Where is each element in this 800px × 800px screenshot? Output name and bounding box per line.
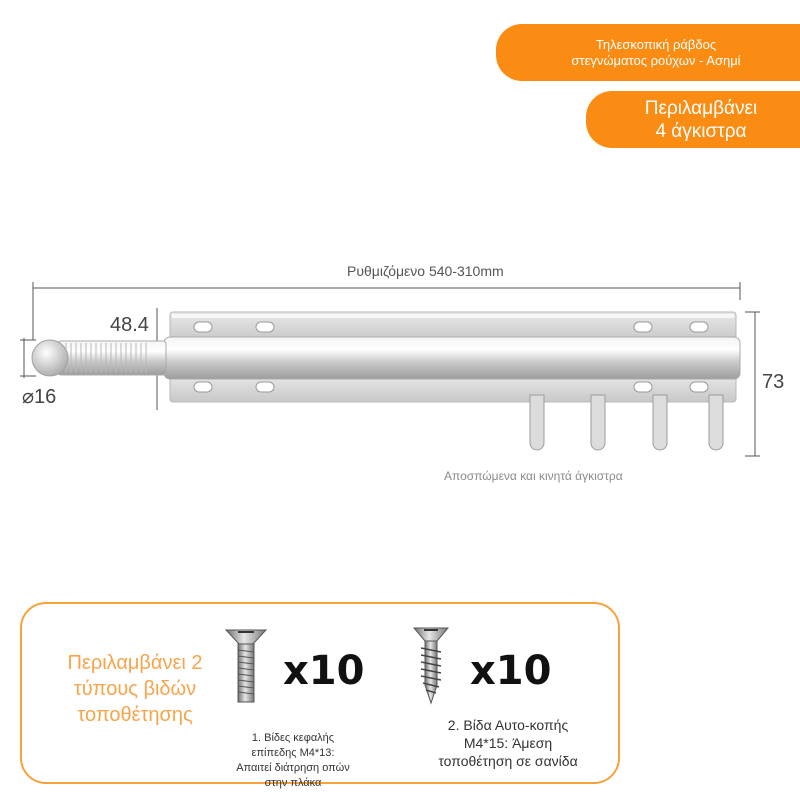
depth-label: 48.4 bbox=[110, 314, 149, 336]
hook bbox=[591, 395, 605, 450]
flat-screw-caption-line-3: Απαιτεί διάτρηση οπών bbox=[236, 762, 350, 774]
diameter-label: ⌀16 bbox=[22, 386, 57, 408]
flat-screw-caption-line-4: στην πλάκα bbox=[264, 777, 322, 789]
flat-screw-count: x10 bbox=[283, 648, 365, 694]
flat-screw-caption-line-2: επίπεδης M4*13: bbox=[251, 747, 335, 759]
length-label: Ρυθμιζόμενο 540-310mm bbox=[347, 263, 504, 279]
height-dimension-line bbox=[745, 312, 760, 456]
screws-title-line-1: Περιλαμβάνει 2 bbox=[67, 652, 203, 674]
self-tapping-caption-line-3: τοποθέτηση σε σανίδα bbox=[438, 753, 578, 769]
self-tapping-caption-line-2: M4*15: Άμεση bbox=[463, 735, 553, 751]
flat-screw-caption bbox=[218, 731, 368, 789]
product-name-line-1: Τηλεσκοπική ράβδος bbox=[595, 36, 717, 52]
sliding-rod bbox=[58, 341, 166, 375]
hook bbox=[709, 395, 723, 450]
screws-title-line-2: τύπους βιδών bbox=[73, 678, 197, 700]
self-tapping-caption-line-1: 2. Βίδα Αυτο-κοπής bbox=[447, 717, 569, 733]
top-mounting-plate bbox=[170, 312, 736, 340]
hook bbox=[653, 395, 667, 450]
flat-screw-caption-line-1: 1. Βίδες κεφαλής bbox=[251, 732, 335, 744]
self-tapping-screw-count: x10 bbox=[470, 648, 552, 694]
hooks-note: Αποσπώμενα και κινητά άγκιστρα bbox=[444, 469, 623, 483]
hooks-included-line-1: Περιλαμβάνει bbox=[644, 97, 758, 119]
screws-title-line-3: τοποθέτησης bbox=[77, 704, 193, 726]
product-name-line-2: στεγνώματος ρούχων - Ασημί bbox=[571, 52, 741, 68]
screws-panel-title bbox=[50, 650, 220, 728]
end-knob bbox=[32, 340, 68, 376]
main-tube bbox=[164, 337, 740, 379]
self-tapping-screw-caption bbox=[408, 716, 608, 770]
height-label: 73 bbox=[762, 371, 785, 393]
hooks-included-line-2: 4 άγκιστρα bbox=[655, 120, 747, 142]
hook bbox=[530, 395, 544, 450]
